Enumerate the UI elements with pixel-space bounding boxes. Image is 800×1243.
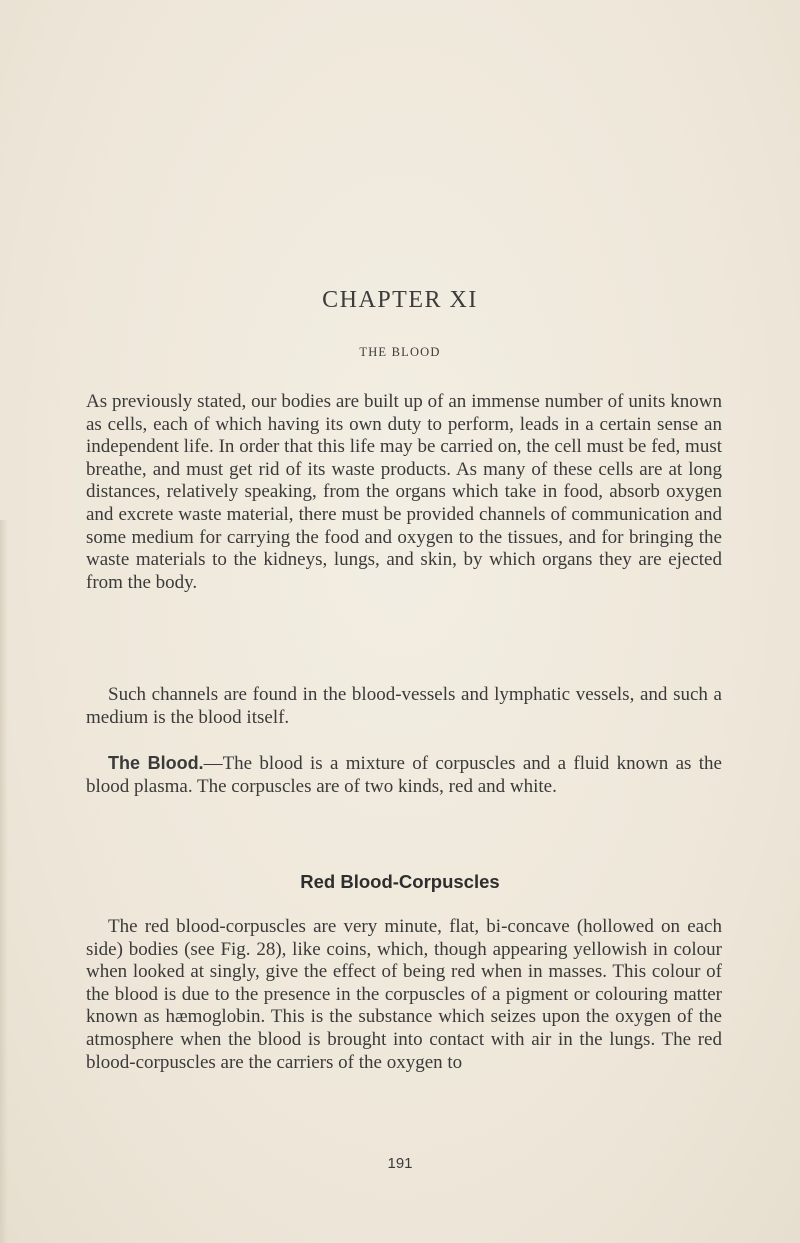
paragraph-red-corpuscles: The red blood-corpuscles are very minute, flat, bi-concave (hollowed on each side) bodies (see Fig. 28), like coins, which, though appearing yellowish in colour when looked at singly, give the effect of being red when in masses. This colour of the blood is due to the presence in the corpuscles of a pigment or colouring matter known as hæmoglobin. This is the substance which seizes upon the oxygen of the atmosphere when the blood is brought into contact with air in the lungs. The red blood-corpuscles are the carriers of the oxygen to [86,916,722,1073]
chapter-subtitle: THE BLOOD [359,345,441,359]
paragraph-channels: Such channels are found in the blood-vessels and lymphatic vessels, and such a medium is the blood itself. [86,684,722,728]
paragraph-intro: As previously stated, our bodies are built up of an immense number of units known as cells, each of which having its own duty to perform, leads in a certain sense an independent life. In order that this life may be carried on, the cell must be fed, must breathe, and must get rid of its waste products. As many of these cells are at long distances, relatively speaking, from the organs which take in food, absorb oxygen and excrete waste material, there must be provided channels of communication and some medium for carrying the food and oxygen to the tissues, and for bringing the waste materials to the kidneys, lungs, and skin, by which organs they are ejected from the body. [86,391,722,593]
section-heading-red-corpuscles: Red Blood-Corpuscles [300,871,500,892]
paragraph-blood [86,752,722,798]
paragraph-blood-text: —The blood is a mixture of corpuscles and a fluid known as the blood plasma. The corpuscles are of two kinds, red and white. [86,753,722,797]
chapter-title: CHAPTER XI [322,287,478,313]
run-in-heading-blood: The Blood. [108,753,204,773]
page-number: 191 [387,1155,413,1172]
